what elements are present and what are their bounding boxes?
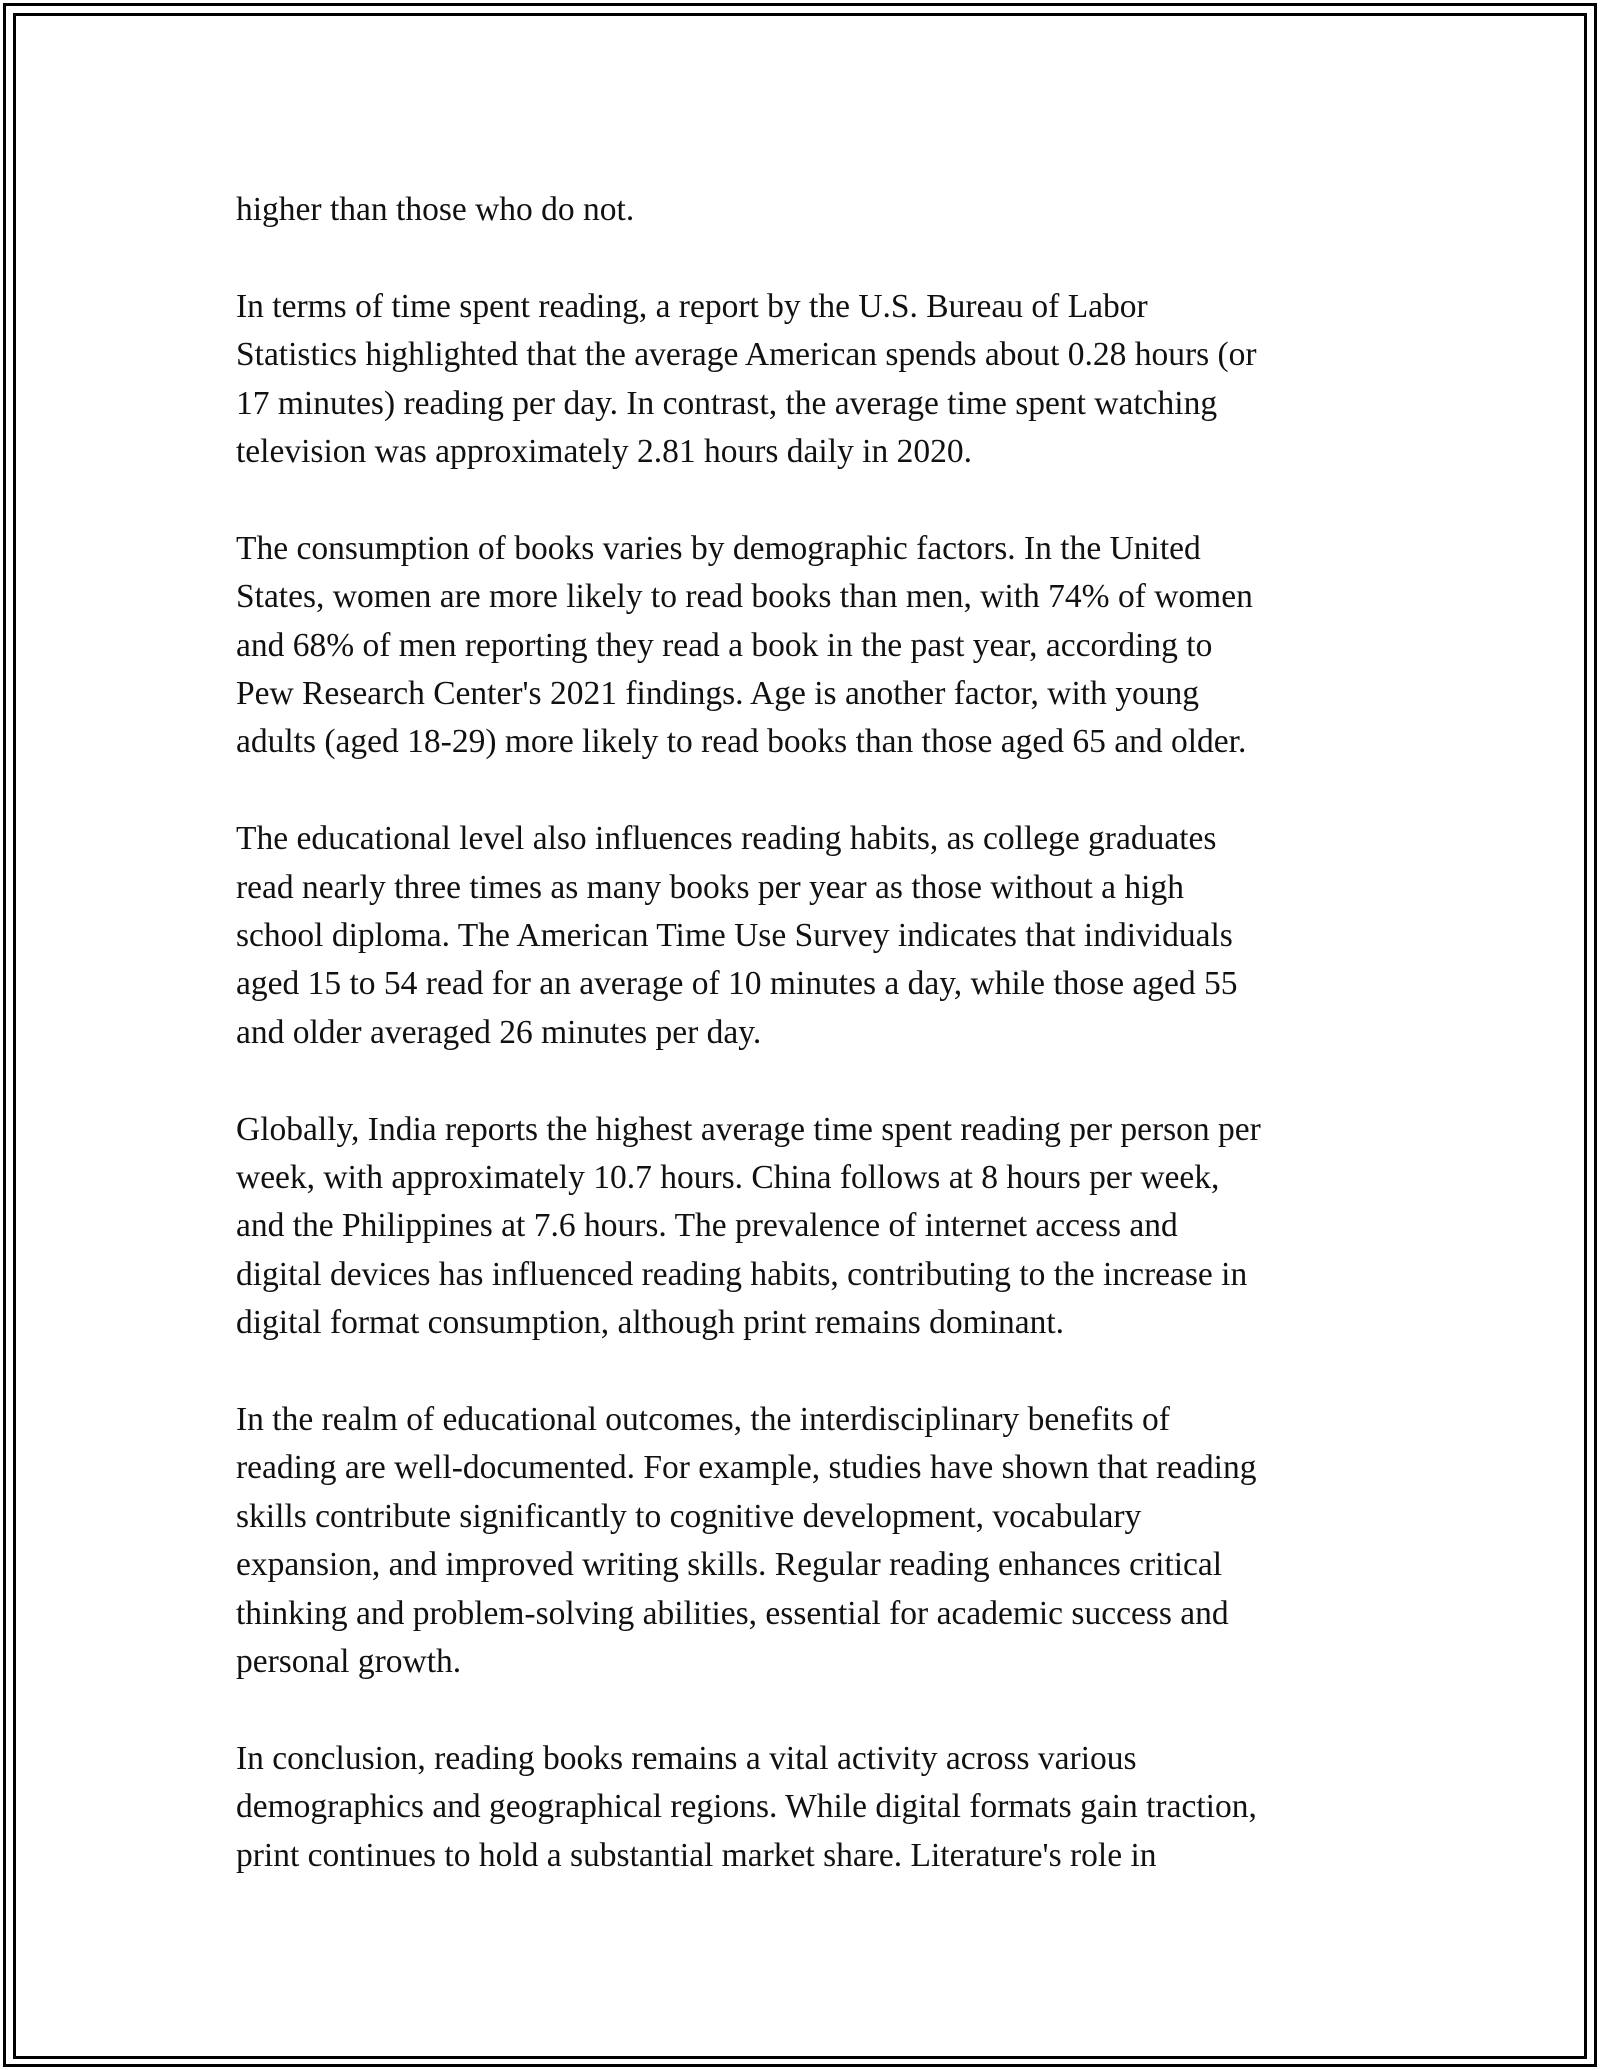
document-body bbox=[236, 186, 1376, 1880]
paragraph: higher than those who do not. bbox=[236, 191, 635, 228]
paragraph: In conclusion, reading books remains a vital activity across various demographics and geographical regions. While digital formats gain traction, print continues to hold a substantial market share. Literature's role in bbox=[236, 1739, 1257, 1874]
paragraph: Globally, India reports the highest average time spent reading per person per week, with approximately 10.7 hours. China follows at 8 hours per week, and the Philippines at 7.6 hours. The prevalence of internet access and digital devices has influenced reading habits, contributing to the increase in digital format consumption, although print remains dominant. bbox=[236, 1110, 1261, 1342]
paragraph: In terms of time spent reading, a report by the U.S. Bureau of Labor Statistics highlighted that the average American spends about 0.28 hours (or 17 minutes) reading per day. In contrast, the average time spent watching television was approximately 2.81 hours daily in 2020. bbox=[236, 287, 1257, 471]
paragraph: In the realm of educational outcomes, the interdisciplinary benefits of reading are well-documented. For example, studies have shown that reading skills contribute significantly to cognitive development, vocabulary expansion, and improved writing skills. Regular reading enhances critical thinking and problem-solving abilities, essential for academic success and personal growth. bbox=[236, 1401, 1257, 1681]
paragraph: The educational level also influences reading habits, as college graduates read nearly three times as many books per year as those without a high school diploma. The American Time Use Survey indicates that individuals aged 15 to 54 read for an average of 10 minutes a day, while those aged 55 and older averaged 26 minutes per day. bbox=[236, 820, 1238, 1051]
paragraph: The consumption of books varies by demographic factors. In the United States, women are more likely to read books than men, with 74% of women and 68% of men reporting they read a book in the past year, according to Pew Research Center's 2021 findings. Age is another factor, with young adults (aged 18-29) more likely to read books than those aged 65 and older. bbox=[236, 529, 1253, 761]
